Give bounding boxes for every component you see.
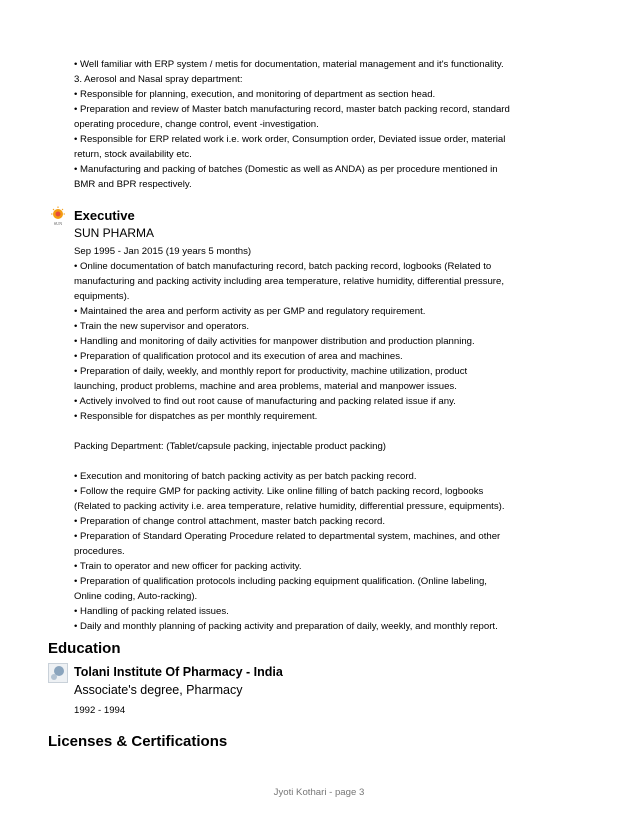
school-name: Tolani Institute Of Pharmacy - India [74,665,283,679]
text-line: BMR and BPR respectively. [74,179,192,190]
text-line: • Responsible for ERP related work i.e. work order, Consumption order, Deviated issue order, material [74,134,506,145]
job-title: Executive [74,208,135,223]
text-line: • Train the new supervisor and operators. [74,321,250,332]
licenses-heading: Licenses & Certifications [48,733,228,750]
page-footer: Jyoti Kothari - page 3 [273,787,365,798]
sun-pharma-logo-icon [48,206,68,228]
text-line: manufacturing and packing activity including area temperature, relative humidity, differential pressure, [74,276,504,287]
text-line: • Responsible for planning, execution, and monitoring of department as section head. [74,89,436,100]
text-line: • Preparation of qualification protocol and its execution of area and machines. [74,351,403,362]
text-line: • Execution and monitoring of batch packing activity as per batch packing record. [74,471,417,482]
text-line: equipments). [74,291,130,302]
intro-text-block [74,57,574,192]
text-line: • Follow the require GMP for packing activity. Like online filling of batch packing record, logbooks [74,486,484,497]
svg-text:SUN: SUN [53,221,63,226]
text-line: • Train to operator and new officer for packing activity. [74,561,302,572]
degree: Associate's degree, Pharmacy [74,683,243,697]
text-line: • Maintained the area and perform activity as per GMP and regulatory requirement. [74,306,426,317]
text-line: return, stock availability etc. [74,149,192,160]
school-placeholder-icon [48,663,68,685]
text-line: • Actively involved to find out root cause of manufacturing and packing related issue if any. [74,396,456,407]
text-line: Online coding, Auto-racking). [74,591,198,602]
company-name: SUN PHARMA [74,226,155,240]
job-details [74,206,594,634]
job-dates: Sep 1995 - Jan 2015 (19 years 5 months) [74,246,252,257]
text-line: • Well familiar with ERP system / metis for documentation, material management and it's functionality. [74,59,504,70]
text-line: procedures. [74,546,125,557]
text-line: • Preparation of qualification protocols including packing equipment qualification. (Online labeling, [74,576,487,587]
education-heading: Education [48,640,121,657]
text-line: • Preparation of Standard Operating Procedure related to departmental system, machines, and other [74,531,501,542]
text-line: • Preparation of daily, weekly, and monthly report for productivity, machine utilization, product [74,366,468,377]
text-line: • Responsible for dispatches as per monthly requirement. [74,411,318,422]
text-line: • Handling of packing related issues. [74,606,229,617]
packing-department-heading: Packing Department: (Tablet/capsule packing, injectable product packing) [74,441,386,452]
text-line: • Preparation and review of Master batch manufacturing record, master batch packing record, standard [74,104,510,115]
text-line: • Preparation of change control attachment, master batch packing record. [74,516,386,527]
education-details [74,663,594,718]
text-line: operating procedure, change control, event -investigation. [74,119,319,130]
text-line: • Handling and monitoring of daily activities for manpower distribution and production planning. [74,336,475,347]
text-line: (Related to packing activity i.e. area temperature, relative humidity, differential pressure, equipments). [74,501,505,512]
text-line: • Online documentation of batch manufacturing record, batch packing record, logbooks (Related to [74,261,492,272]
text-line: • Manufacturing and packing of batches (Domestic as well as ANDA) as per procedure mentioned in [74,164,498,175]
text-line: launching, product problems, machine and area problems, material and manpower issues. [74,381,457,392]
education-years: 1992 - 1994 [74,705,126,716]
text-line: 3. Aerosol and Nasal spray department: [74,74,243,85]
text-line: • Daily and monthly planning of packing activity and preparation of daily, weekly, and monthly report. [74,621,498,632]
